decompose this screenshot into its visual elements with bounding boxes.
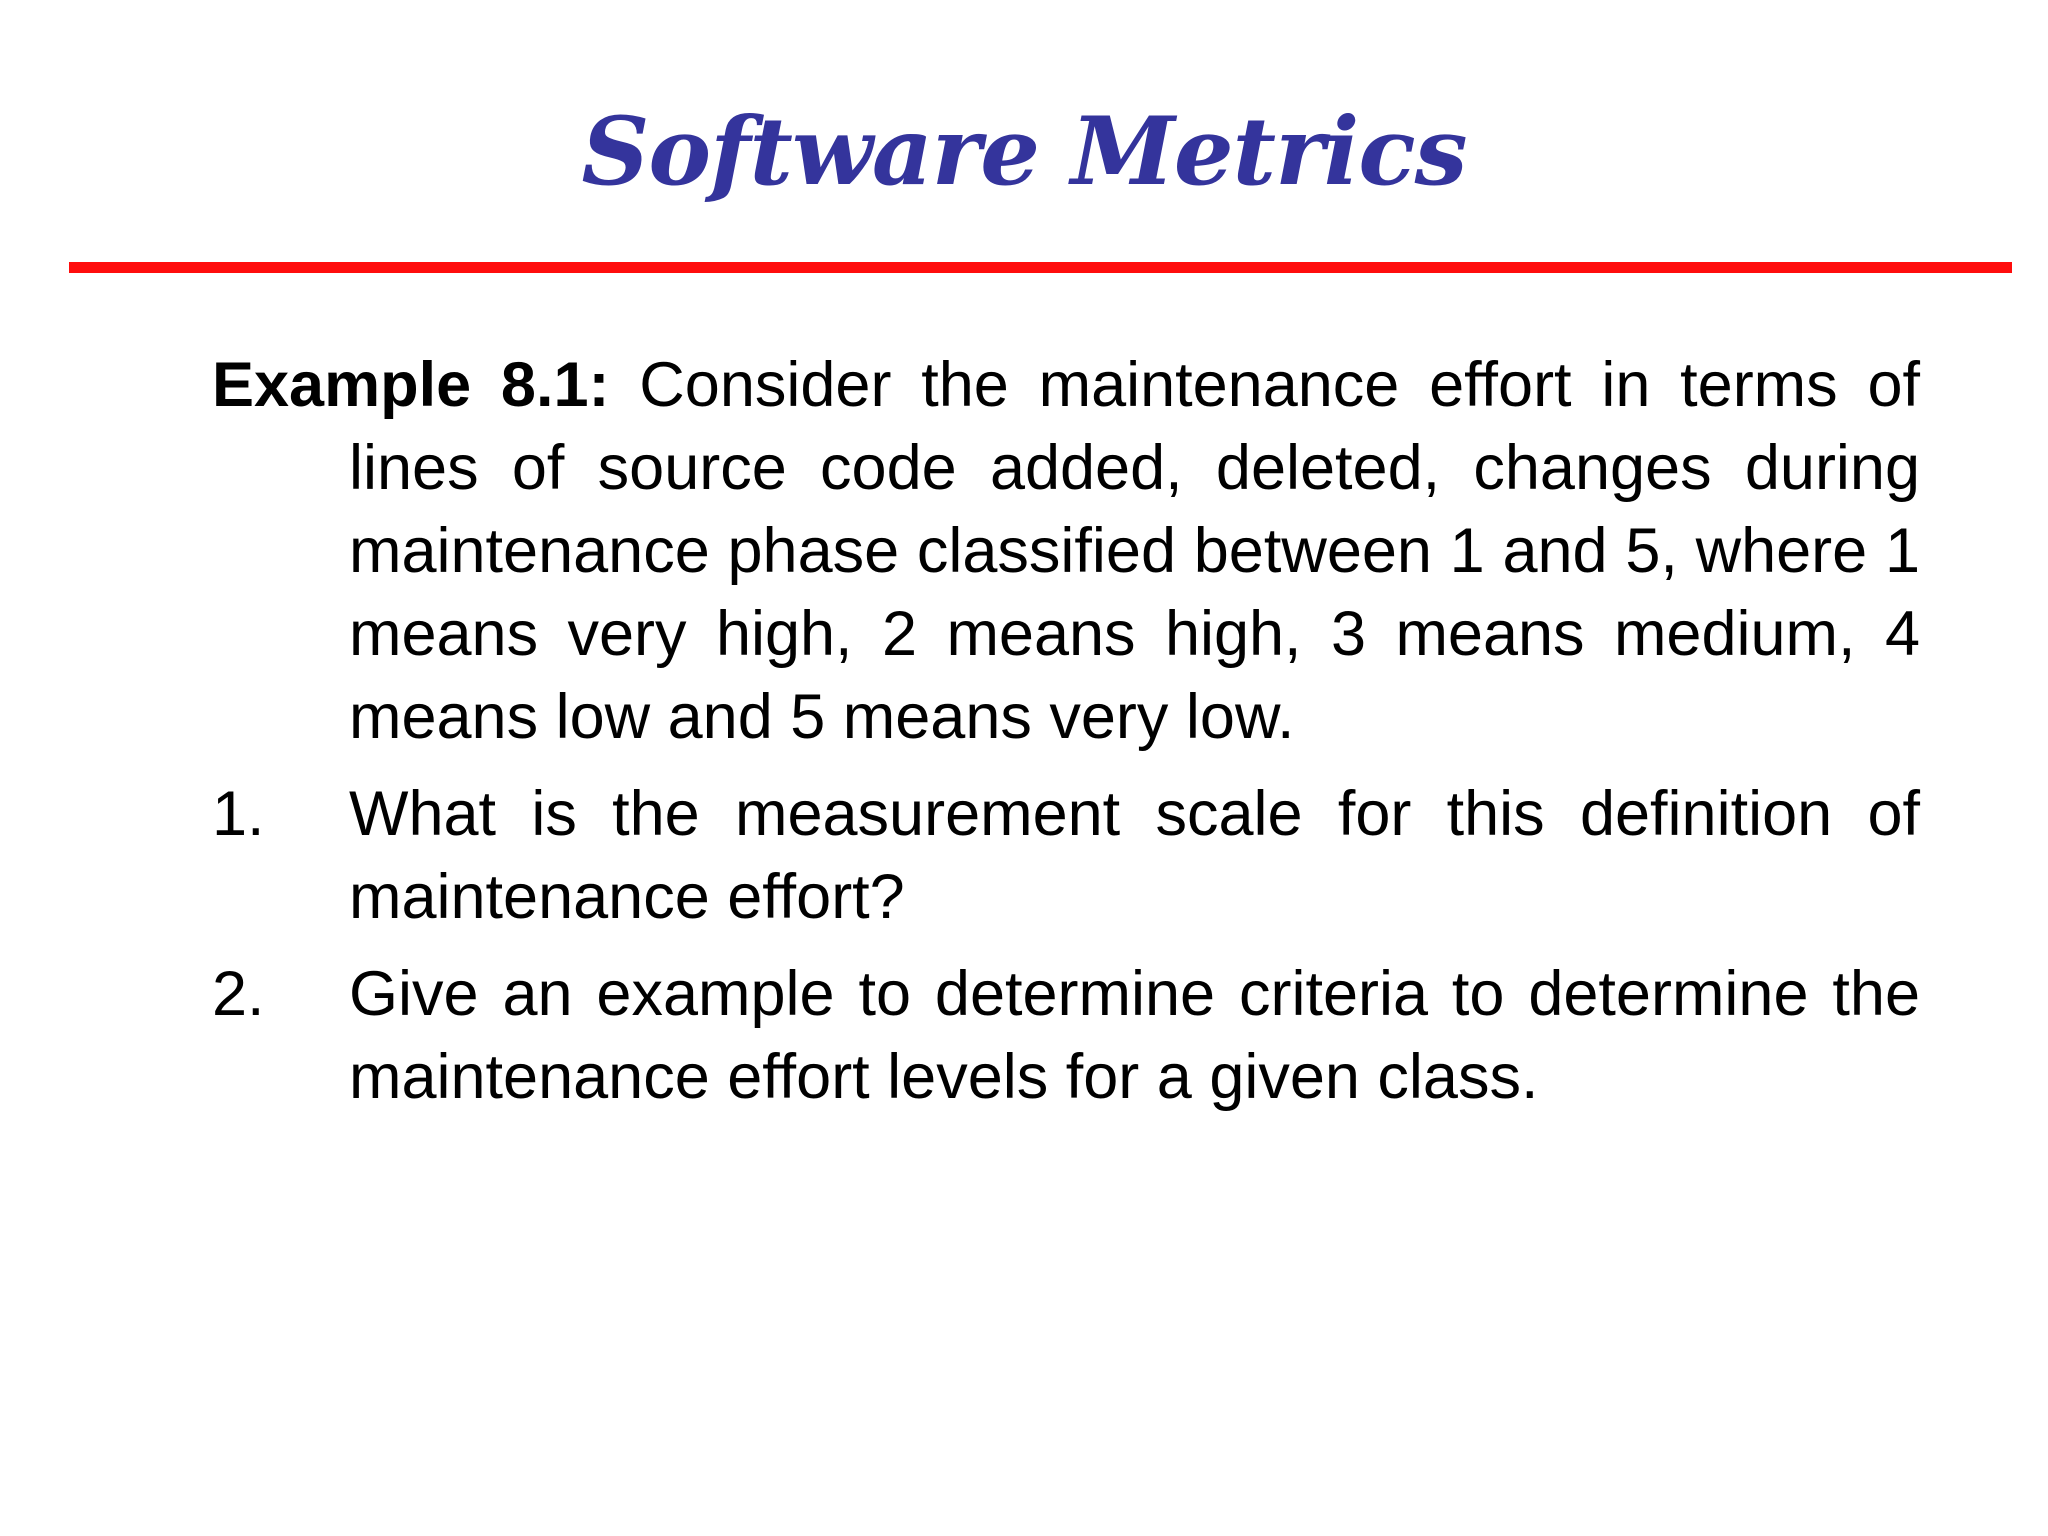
- example-text: Consider the maintenance effort in terms of lines of source code added, deleted, changes during maintenance phase classified between 1 and 5, where 1 means very high, 2 means high, 3 means medium, 4 means low and 5 means very low.: [349, 350, 1920, 752]
- example-label: Example 8.1:: [212, 350, 610, 420]
- question-text: Give an example to determine criteria to determine the maintenance effort levels for a given class.: [349, 959, 1920, 1112]
- question-text: What is the measurement scale for this definition of maintenance effort?: [349, 779, 1920, 932]
- question-number: 1.: [212, 779, 265, 849]
- question-item-2: [212, 953, 1920, 1119]
- question-item-1: [212, 773, 1920, 939]
- slide-body: [212, 344, 1920, 1133]
- question-list: [212, 773, 1920, 1119]
- slide-title: Software Metrics: [581, 97, 1467, 207]
- title-divider: [69, 262, 2012, 273]
- question-number: 2.: [212, 959, 265, 1029]
- example-paragraph: [212, 344, 1920, 759]
